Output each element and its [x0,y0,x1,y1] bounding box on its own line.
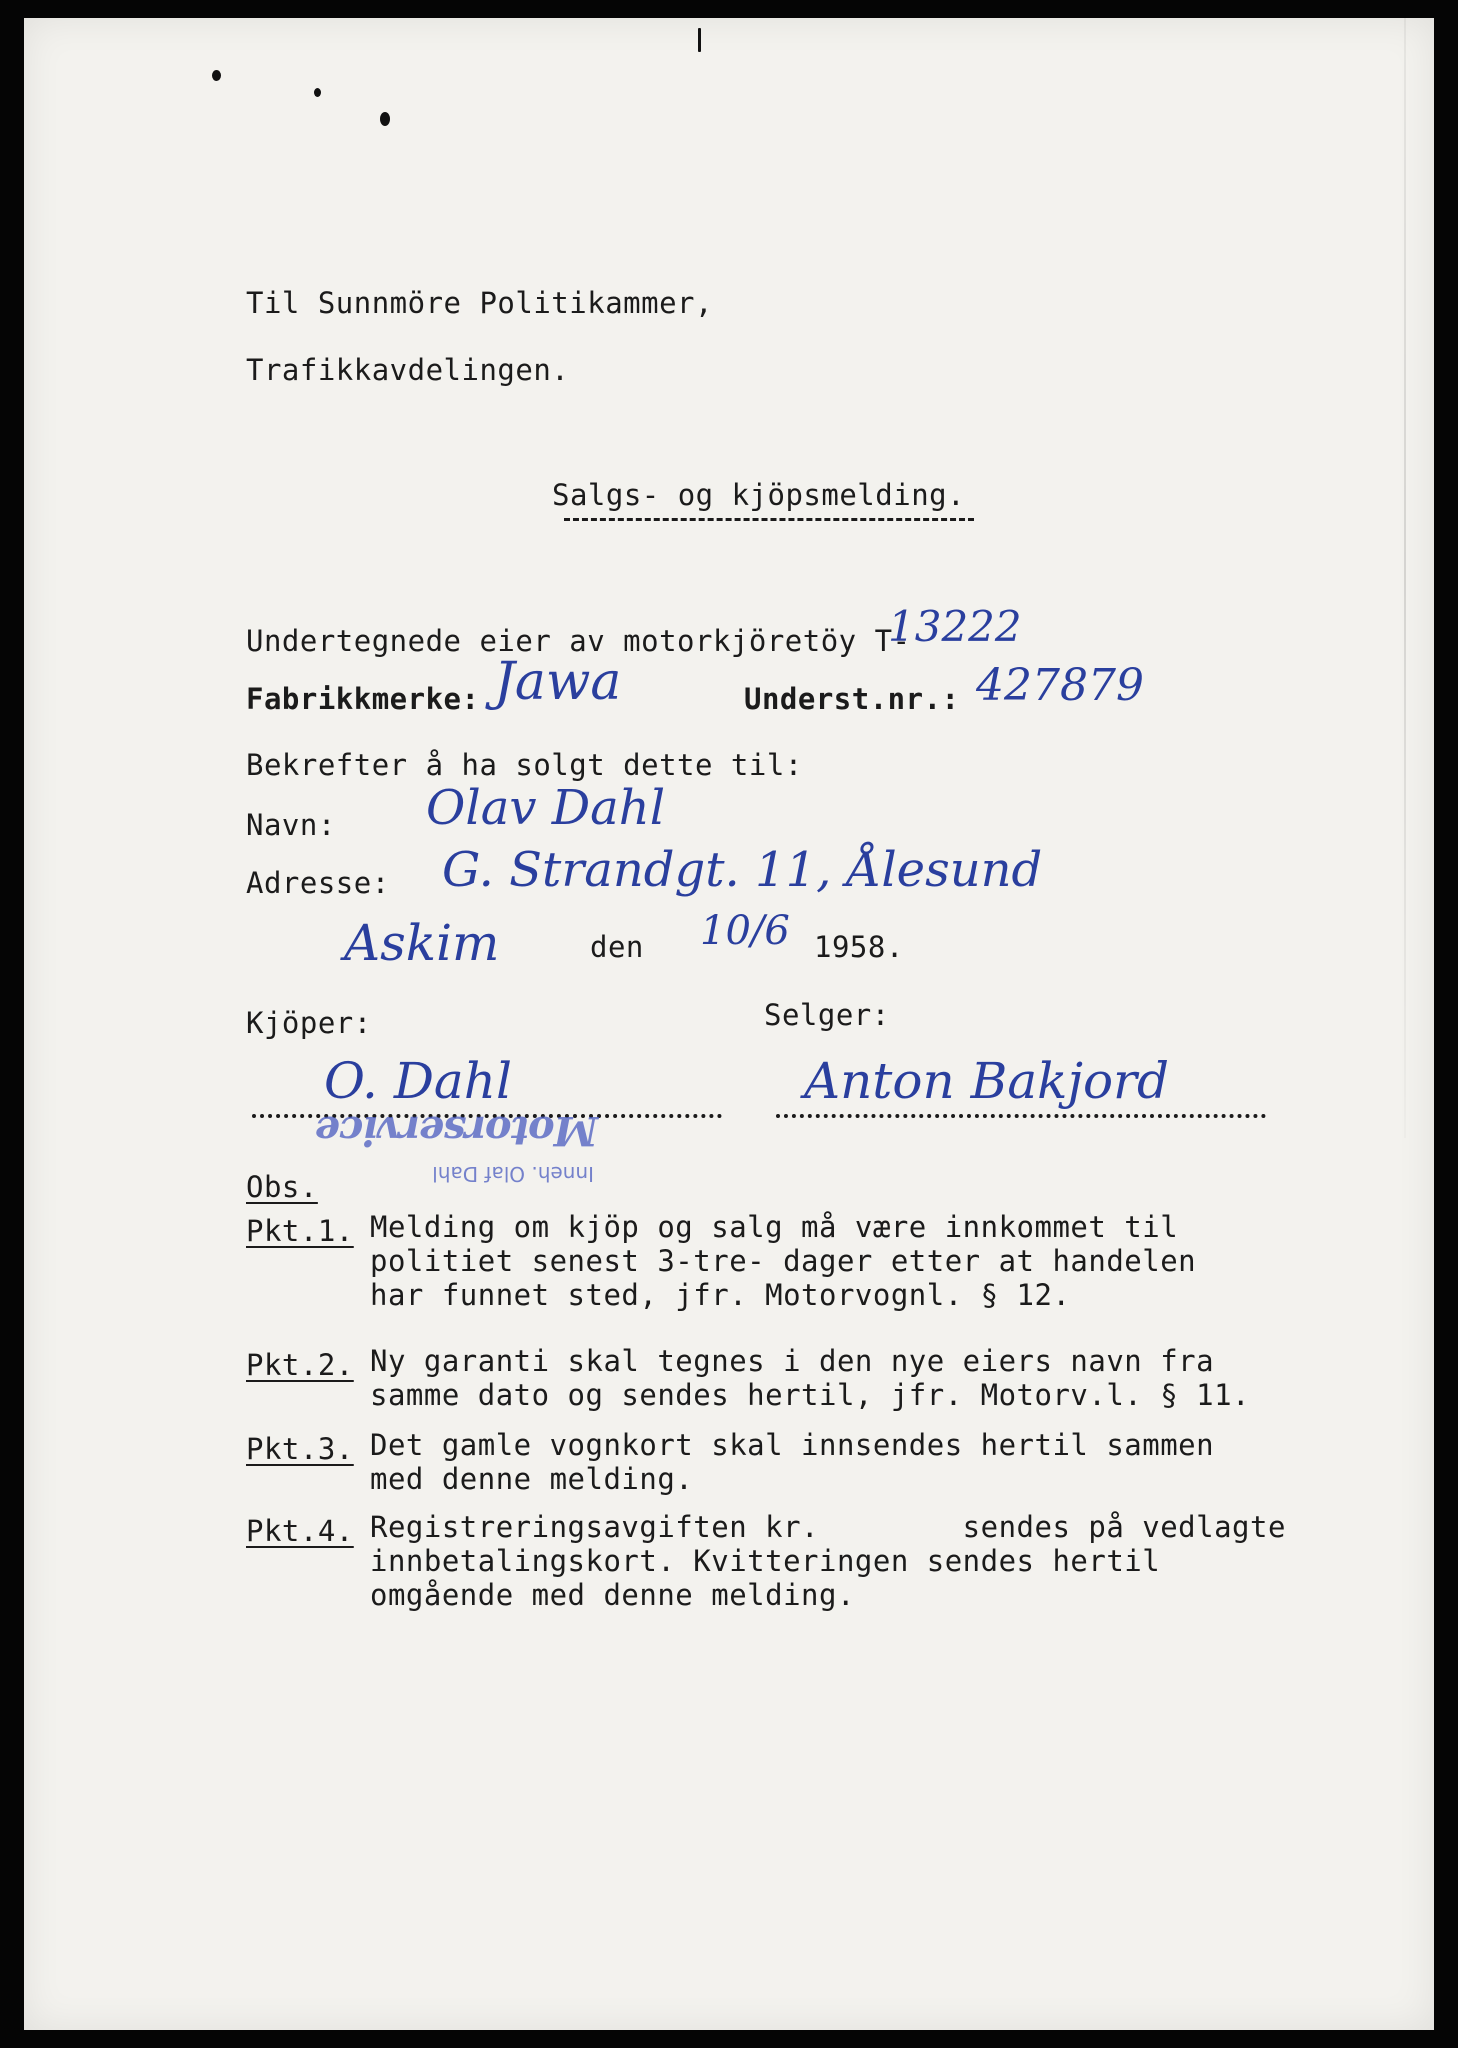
ink-speck [212,70,221,81]
note-label: Pkt.2. [246,1348,354,1382]
recipient-line-1: Til Sunnmöre Politikammer, [246,286,713,320]
note-line: politiet senest 3-tre- dager etter at handelen [370,1244,1197,1278]
address-label: Adresse: [246,866,390,900]
buyer-label: Kjöper: [246,1006,372,1040]
vehicle-label: Undertegnede eier av motorkjöretöy T- [246,624,911,658]
chassis-label: Underst.nr.: [744,682,960,716]
note-line: Melding om kjöp og salg må være innkommet til [370,1210,1179,1244]
place-value: Askim [344,914,500,972]
note-label: Pkt.4. [246,1514,354,1548]
note-line: omgående med denne melding. [370,1578,855,1612]
notes-heading: Obs. [246,1170,318,1204]
recipient-line-2: Trafikkavdelingen. [246,353,570,387]
ink-speck [380,112,390,126]
make-value: Jawa [494,652,622,712]
chassis-value: 427879 [976,660,1144,711]
address-value: G. Strandgt. 11, Ålesund [442,842,1043,898]
year: 1958. [814,930,904,964]
note-line: innbetalingskort. Kvitteringen sendes hertil [370,1544,1161,1578]
page-fold [1404,18,1406,1138]
note-label: Pkt.1. [246,1214,354,1248]
note-label: Pkt.3. [246,1432,354,1466]
note-line: Registreringsavgiften kr. sendes på vedlagte [370,1510,1286,1544]
note-line: med denne melding. [370,1462,694,1496]
date-value: 10/6 [700,908,790,954]
ink-speck [698,28,701,52]
buyer-signature: O. Dahl [324,1052,512,1110]
note-line: Ny garanti skal tegnes i den nye eiers navn fra [370,1344,1215,1378]
ink-speck [314,88,321,97]
title-underline [564,518,974,521]
note-line: samme dato og sendes hertil, jfr. Motorv.l. § 11. [370,1378,1251,1412]
stamp-company-text: Motorservice [315,1107,598,1154]
name-label: Navn: [246,808,336,842]
seller-signature-line [776,1114,1266,1118]
make-label: Fabrikkmerke: [246,682,480,716]
note-line: har funnet sted, jfr. Motorvognl. § 12. [370,1278,1071,1312]
vehicle-number: 13222 [888,602,1022,651]
date-label: den [590,930,644,964]
company-stamp [316,1098,598,1190]
sold-to-label: Bekrefter å ha solgt dette til: [246,748,803,782]
document-title: Salgs- og kjöpsmelding. [552,478,966,512]
name-value: Olav Dahl [426,780,666,836]
document-page [24,18,1434,2030]
stamp-owner-text: Inneh. Olaf Dahl [432,1162,594,1186]
seller-signature: Anton Bakjord [804,1052,1169,1110]
note-line: Det gamle vognkort skal innsendes hertil sammen [370,1428,1215,1462]
seller-label: Selger: [764,998,890,1032]
